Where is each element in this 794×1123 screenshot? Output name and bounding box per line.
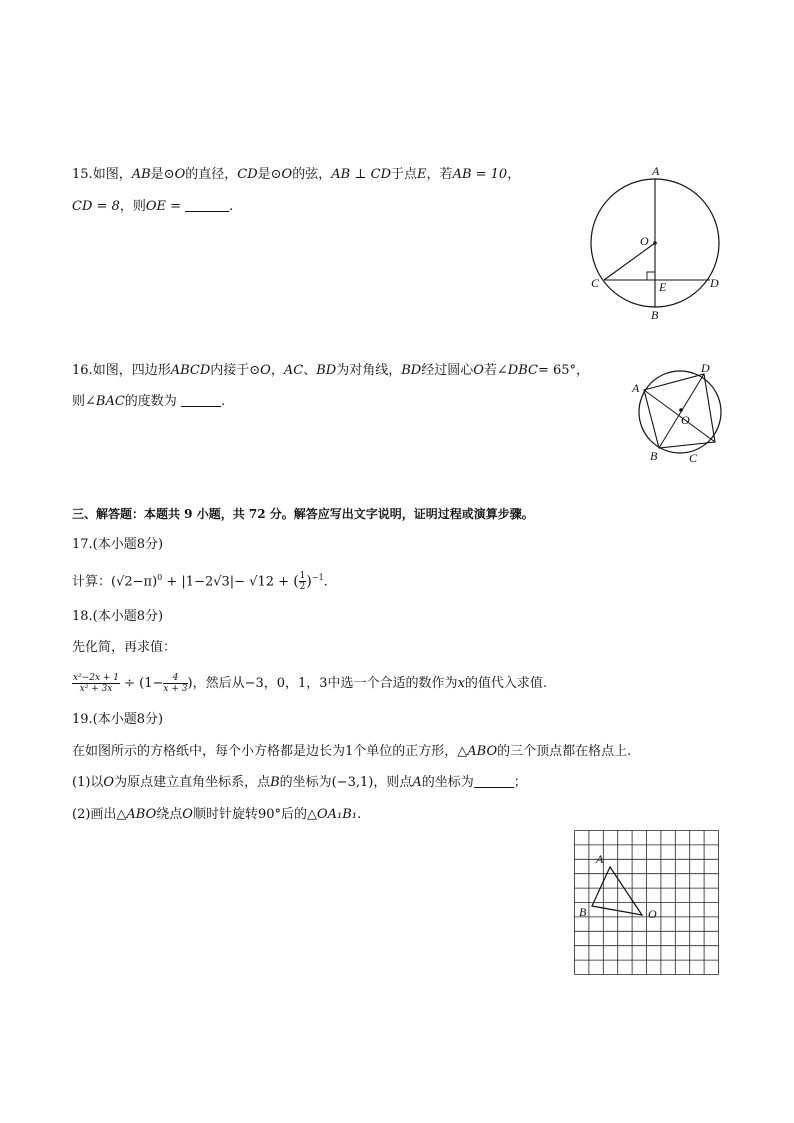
diagonal-ac — [644, 390, 715, 442]
label-b: B — [651, 308, 659, 322]
q19-part-2: (2)画出△ABO绕点O顺时针旋转90°后的△OA₁B₁. — [72, 807, 362, 822]
q16-line-2: 则∠BAC的度数为 . — [72, 394, 226, 409]
question-number: 16. — [72, 363, 93, 378]
label-a: A — [632, 381, 640, 395]
label-b: B — [650, 449, 658, 463]
q19-part-1: (1)以O为原点建立直角坐标系，点B的坐标为(−3,1)，则点A的坐标为 ； — [72, 775, 527, 790]
fraction: $\frac{1}{2}$ — [299, 571, 306, 593]
label-c: C — [591, 276, 600, 290]
label-d: D — [701, 361, 710, 375]
q15-line-1: 15.如图，AB是⊙O的直径，CD是⊙O的弦，AB ⊥ CD于点E，若AB = 10， — [72, 167, 521, 182]
label-o: O — [681, 413, 690, 427]
answer-blank[interactable] — [474, 775, 514, 788]
label-a: A — [652, 164, 660, 178]
figure-16-inscribed-quadrilateral — [628, 360, 728, 470]
center-point — [653, 241, 657, 245]
q17-expression: 计算：$(√2-\pi)^0 + |1-2√3|- √12$ + ( $\frac{1}{2}$ )$^{-1}$. — [72, 571, 328, 593]
fraction: $\frac{4}{x + 3}$ — [163, 673, 188, 694]
question-number: 15. — [72, 167, 93, 182]
circle-o — [639, 371, 721, 453]
right-angle-mark — [647, 272, 655, 280]
section-3-title: 三、解答题：本题共 9 小题，共 72 分。解答应写出文字说明，证明过程或演算步骤。 — [72, 507, 534, 521]
label-c: C — [689, 451, 698, 465]
answer-blank[interactable] — [181, 394, 221, 407]
answer-blank[interactable] — [185, 199, 229, 212]
center-point — [679, 408, 683, 412]
q19-header: 19.(本小题8分) — [72, 712, 164, 727]
figure-15-circle — [585, 163, 735, 323]
label-e: E — [659, 280, 667, 294]
q15-line-2: CD = 8，则OE = . — [72, 199, 234, 214]
q19-line-1: 在如图所示的方格纸中，每个小方格都是边长为1个单位的正方形，△ABO的三个顶点都在格点上. — [72, 744, 632, 759]
label-o: O — [648, 907, 657, 921]
q18-header: 18.(本小题8分) — [72, 609, 164, 624]
label-a: A — [596, 852, 604, 866]
label-b: B — [579, 905, 587, 919]
label-d: D — [710, 276, 719, 290]
fraction: $\frac{\text{x²−2x + 1}}{\text{x² + 3x}}$ — [73, 673, 120, 694]
figure-19-grid — [574, 830, 720, 978]
q17-header: 17.(本小题8分) — [72, 537, 164, 552]
q18-expression: $\frac{\text{x²−2x + 1}}{\text{x² + 3x}}$ ÷ (1− $\frac{4}{x + 3}$ )，然后从−3，0，1，3中选一个合适的数作为x的值代入求值. — [73, 673, 548, 694]
quadrilateral-abcd — [644, 374, 715, 448]
q18-line-1: 先化简，再求值： — [72, 640, 177, 655]
q16-line-1: 16.如图，四边形ABCD内接于⊙O，AC、BD为对角线，BD经过圆心O若∠DBC= 65°， — [72, 363, 590, 378]
label-o: O — [640, 234, 649, 248]
triangle-abo — [592, 867, 642, 915]
